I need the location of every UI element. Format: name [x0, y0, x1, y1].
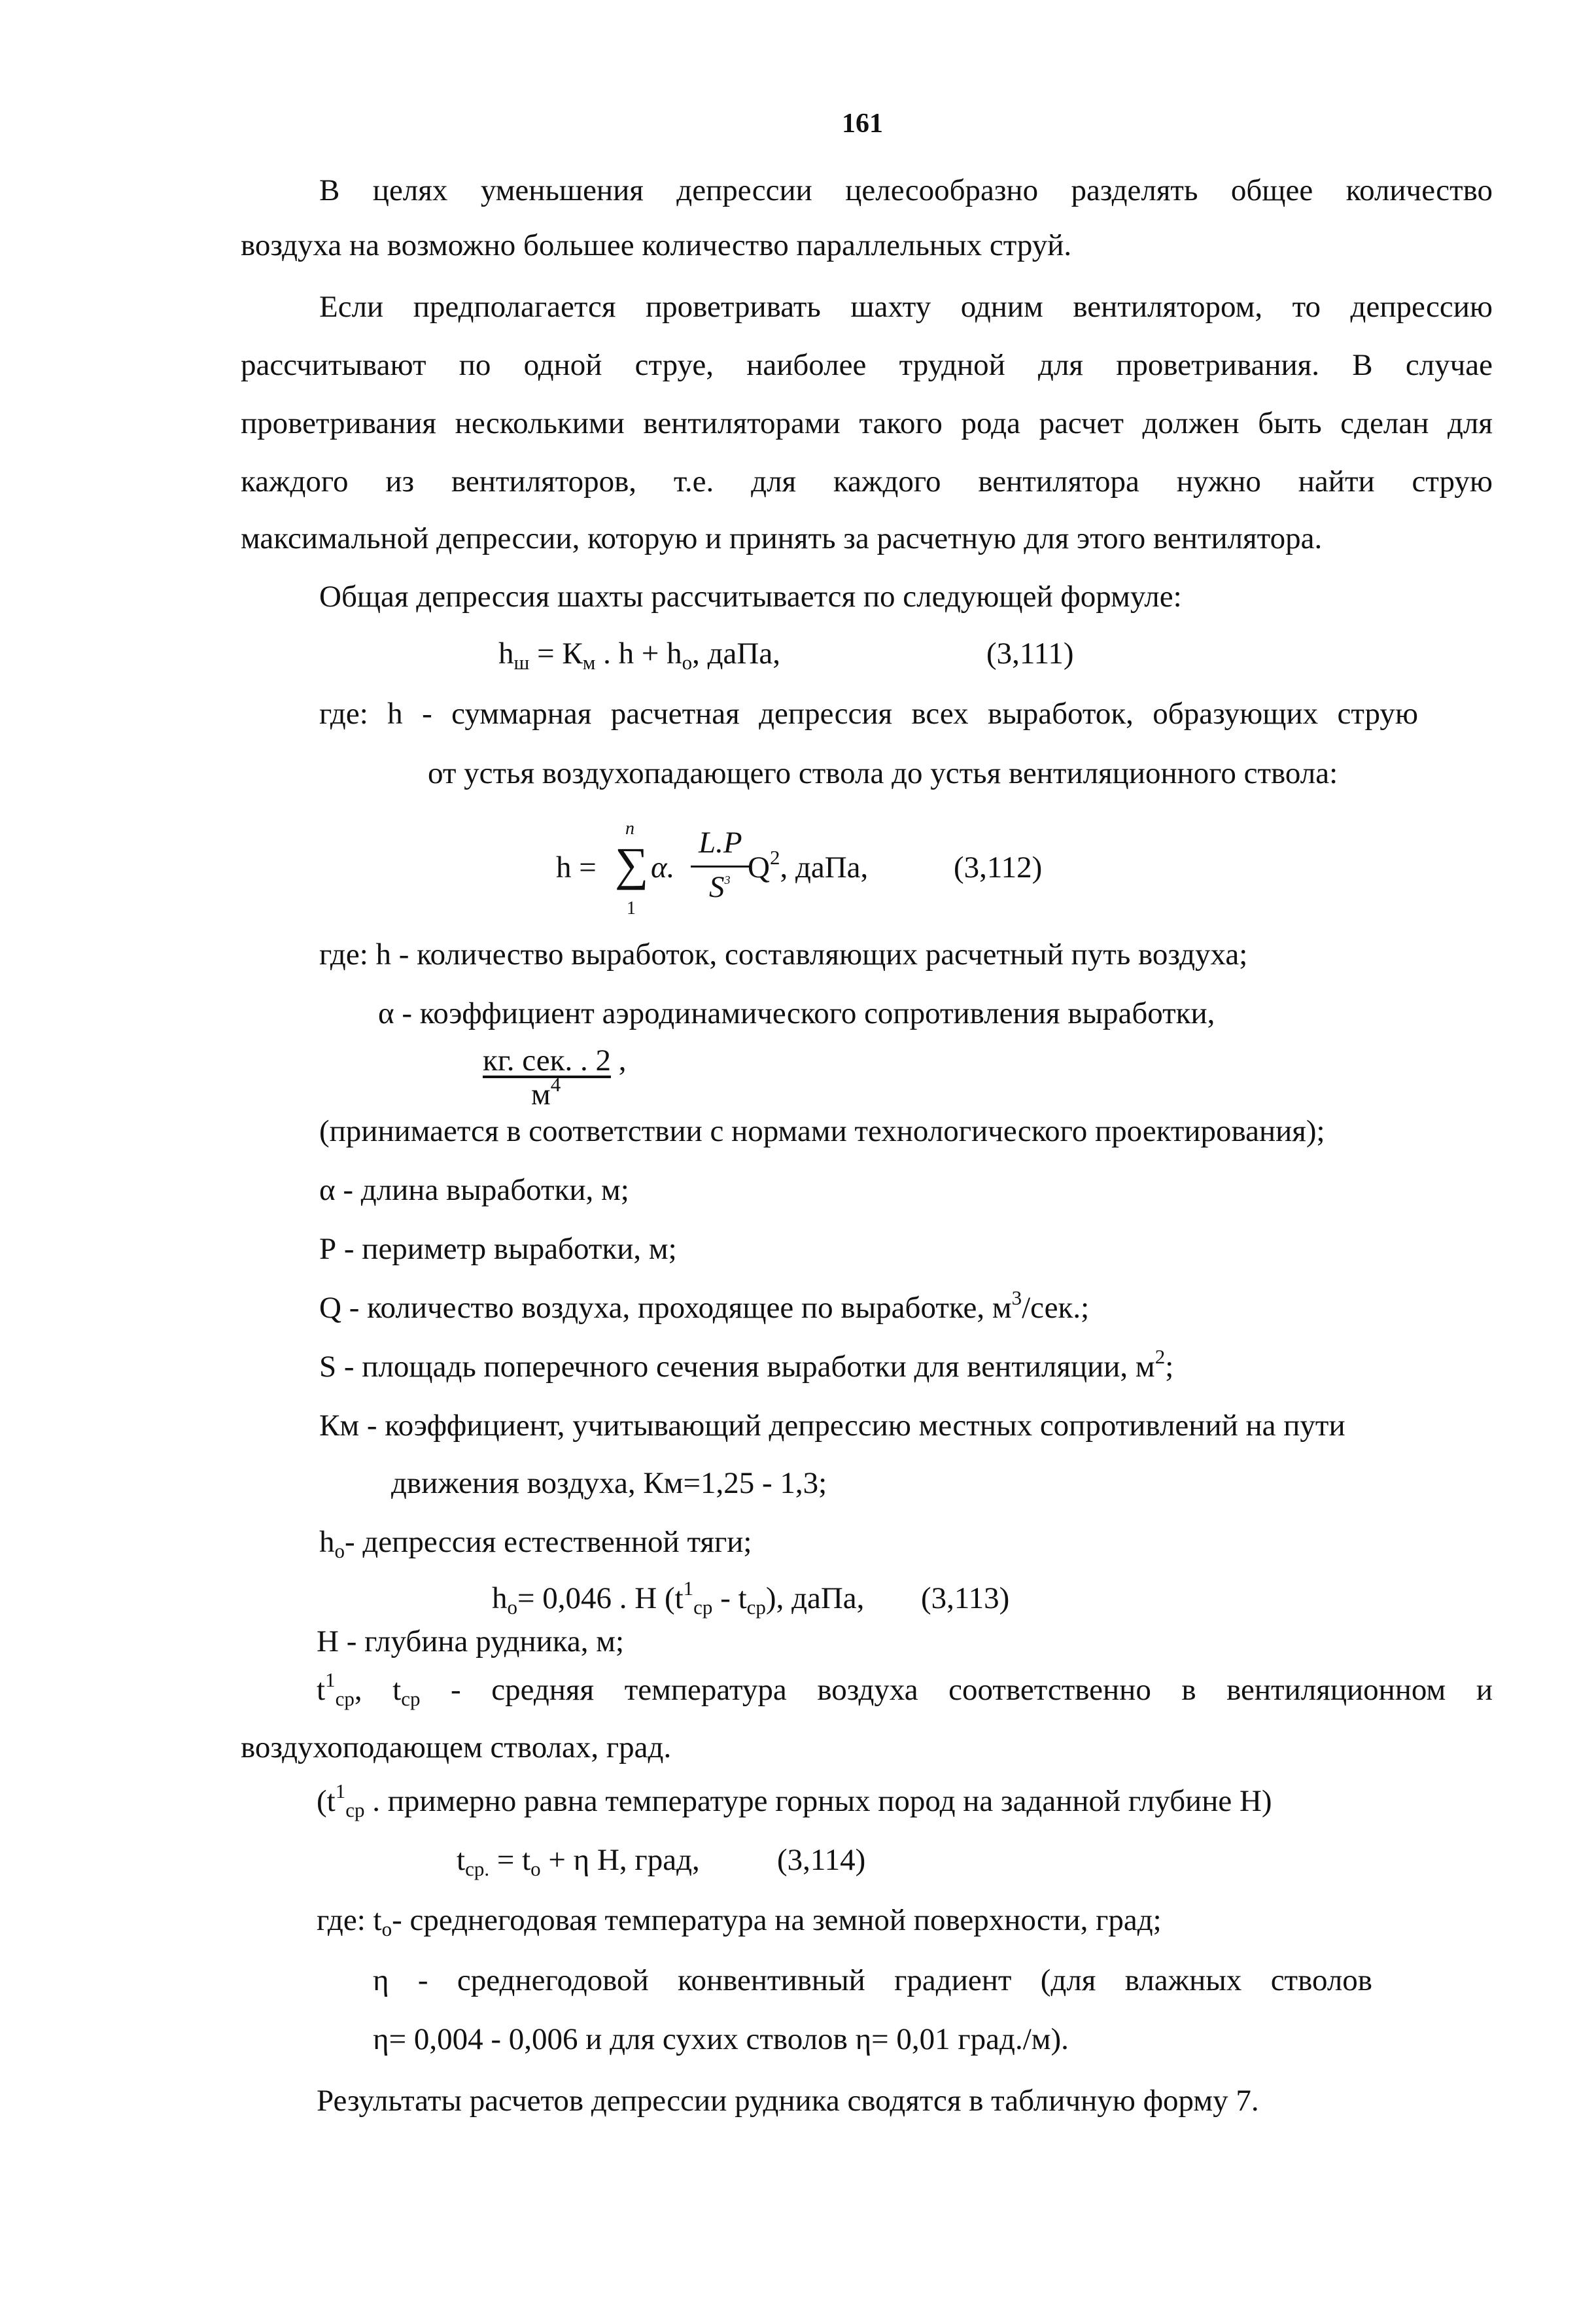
def-ho — [319, 1525, 752, 1562]
para1-line2: воздуха на возможно большее количество параллельных струй. — [241, 228, 1072, 262]
def-ho-rest: - депрессия естественной тяги; — [345, 1525, 752, 1559]
formula-3-112-denominator-s: S — [709, 870, 725, 904]
para3: Общая депрессия шахты рассчитывается по следующей формуле: — [319, 580, 1182, 614]
def-temperature-rest: - средняя температура воздуха соответственно в вентиляционном и — [451, 1673, 1493, 1707]
formula-3-114-t: t — [457, 1843, 466, 1877]
def-ho-sub: о — [334, 1539, 345, 1562]
def-q-sup: 3 — [1011, 1286, 1022, 1309]
temperature-note-sub: ср — [345, 1798, 365, 1821]
formula-3-114-sub-cp: ср. — [465, 1857, 490, 1880]
formula-3-112-q-sup: 2 — [769, 846, 780, 869]
def-km-line2: движения воздуха, Км=1,25 - 1,3; — [391, 1466, 827, 1500]
formula-3-112-alpha: α. — [651, 850, 675, 885]
formula-3-113-sub-cp1: ср — [693, 1596, 713, 1619]
formula-3-112-number: (3,112) — [954, 850, 1043, 885]
formula-3-112-denominator-sup: 3 — [724, 873, 731, 886]
def-t2-sub: ср — [401, 1687, 421, 1710]
formula-3-112 — [556, 815, 1079, 919]
def-t1: t — [317, 1673, 326, 1707]
formula-3-113 — [492, 1577, 865, 1619]
def-depth: Н - глубина рудника, м; — [317, 1624, 625, 1658]
def-t1-sub: ср — [335, 1687, 355, 1710]
formula-3-111-h: h — [498, 637, 514, 671]
formula-3-112-units: , даПа, — [780, 850, 869, 885]
eta-def-line1: η - среднегодовой конвентивный градиент (для влажных стволов — [373, 1963, 1372, 1997]
def-air-quantity — [319, 1286, 1090, 1325]
formula-3-113-sub-cp2: ср — [746, 1596, 766, 1619]
where-t0-rest: - среднегодовая температура на земной поверхности, град; — [392, 1903, 1162, 1937]
formula-3-111-units: , даПа, — [692, 637, 780, 671]
formula-3-113-number: (3,113) — [921, 1581, 1010, 1615]
where-t0 — [317, 1903, 1162, 1940]
def-s-text: S - площадь поперечного сечения выработки для вентиляции, м — [319, 1350, 1155, 1384]
eta-def-line2: η= 0,004 - 0,006 и для сухих стволов η= 0,01 град./м). — [373, 2022, 1069, 2056]
formula-3-114-sub-o: о — [530, 1857, 541, 1880]
def-q-text: Q - количество воздуха, проходящее по выработке, м — [319, 1291, 1012, 1325]
def-temperature-line2: воздухоподающем стволах, град. — [241, 1730, 672, 1764]
def-perimeter: Р - периметр выработки, м; — [319, 1232, 677, 1266]
formula-3-114-rest: + η Н, град, — [540, 1843, 700, 1877]
formula-3-111-km: = К — [529, 637, 583, 671]
formula-3-111-sub-m: м — [582, 651, 596, 674]
where-t0-sub: о — [381, 1918, 392, 1940]
where-t0-pre: где: t — [317, 1903, 382, 1937]
formula-3-112-lhs: h = — [556, 850, 597, 885]
def-q-post: /сек.; — [1022, 1291, 1090, 1325]
formula-3-111-sub-sh: ш — [513, 651, 530, 674]
para1-line1: В целях уменьшения депрессии целесообразно разделять общее количество — [319, 173, 1493, 207]
formula-3-112-denominator — [709, 872, 731, 903]
alpha-unit-denominator — [531, 1073, 561, 1112]
def-ho-h: h — [319, 1525, 335, 1559]
where-h1-line2: от устья воздухопадающего ствола до устья вентиляционного ствола: — [428, 756, 1338, 790]
formula-3-112-q-letter: Q — [748, 850, 770, 885]
where-h1-line1: где: h - суммарная расчетная депрессия всех выработок, образующих струю — [319, 697, 1418, 731]
para2-line1: Если предполагается проветривать шахту одним вентилятором, то депрессию — [319, 290, 1493, 324]
alpha-unit-comma: , — [610, 1043, 627, 1078]
sigma-icon: ∑ — [615, 838, 649, 890]
def-temperature-line1 — [317, 1668, 1493, 1710]
formula-3-113-sub-o: о — [507, 1596, 517, 1619]
def-km-line1: Км - коэффициент, учитывающий депрессию местных сопротивлений на пути — [319, 1409, 1345, 1443]
alpha-unit-den-m: м — [531, 1078, 551, 1112]
para2-line2: рассчитывают по одной струе, наиболее трудной для проветривания. В случае — [241, 348, 1493, 382]
fraction-bar — [691, 866, 751, 868]
formula-3-111 — [498, 637, 780, 674]
formula-3-111-sub-o: о — [682, 651, 693, 674]
para2-line5: максимальной депрессии, которую и принять за расчетную для этого вентилятора. — [241, 521, 1323, 555]
formula-3-112-q — [748, 846, 869, 885]
para2-line3: проветривания несколькими вентиляторами такого рода расчет должен быть сделан для — [241, 406, 1493, 440]
temperature-note-rest: . примерно равна температуре горных пород на заданной глубине Н) — [364, 1784, 1272, 1818]
alpha-unit-numerator — [483, 1045, 626, 1076]
formula-3-113-c: ), даПа, — [765, 1581, 865, 1615]
formula-3-112-upper: n — [625, 818, 634, 839]
alpha-def-line2: (принимается в соответствии с нормами технологического проектирования); — [319, 1114, 1325, 1148]
formula-3-111-mid: . h + h — [595, 637, 682, 671]
temperature-note — [317, 1780, 1272, 1821]
def-s-post: ; — [1165, 1350, 1174, 1384]
formula-3-113-a: = 0,046 . Н (t — [517, 1581, 684, 1615]
where-h2: где: h - количество выработок, составляющих расчетный путь воздуха; — [319, 938, 1248, 972]
page-number: 161 — [842, 109, 883, 139]
formula-3-114 — [457, 1843, 700, 1880]
formula-3-111-number: (3,111) — [986, 637, 1074, 671]
alpha-unit-num-text: кг. сек. . 2 — [483, 1043, 611, 1078]
formula-3-113-h: h — [492, 1581, 508, 1615]
temperature-note-open: (t — [317, 1784, 336, 1818]
alpha-unit-den-sup: 4 — [550, 1073, 561, 1096]
formula-3-114-eq: = t — [489, 1843, 531, 1877]
def-t2: , t — [354, 1673, 402, 1707]
para2-line4: каждого из вентиляторов, т.е. для каждого вентилятора нужно найти струю — [241, 465, 1493, 499]
formula-3-112-numerator: L.P — [699, 826, 742, 860]
formula-3-113-sup1: 1 — [683, 1577, 694, 1600]
def-alpha-length: α - длина выработки, м; — [319, 1173, 629, 1207]
def-s-sup: 2 — [1154, 1345, 1166, 1368]
def-t1-sup: 1 — [325, 1668, 336, 1691]
alpha-def-line1: α - коэффициент аэродинамического сопротивления выработки, — [378, 996, 1215, 1030]
formula-3-113-b: - t — [712, 1581, 747, 1615]
final-line: Результаты расчетов депрессии рудника сводятся в табличную форму 7. — [317, 2084, 1259, 2118]
formula-3-112-lower: 1 — [627, 898, 636, 919]
formula-3-114-number: (3,114) — [777, 1843, 866, 1877]
temperature-note-sup: 1 — [335, 1780, 346, 1802]
def-section-area — [319, 1345, 1174, 1384]
